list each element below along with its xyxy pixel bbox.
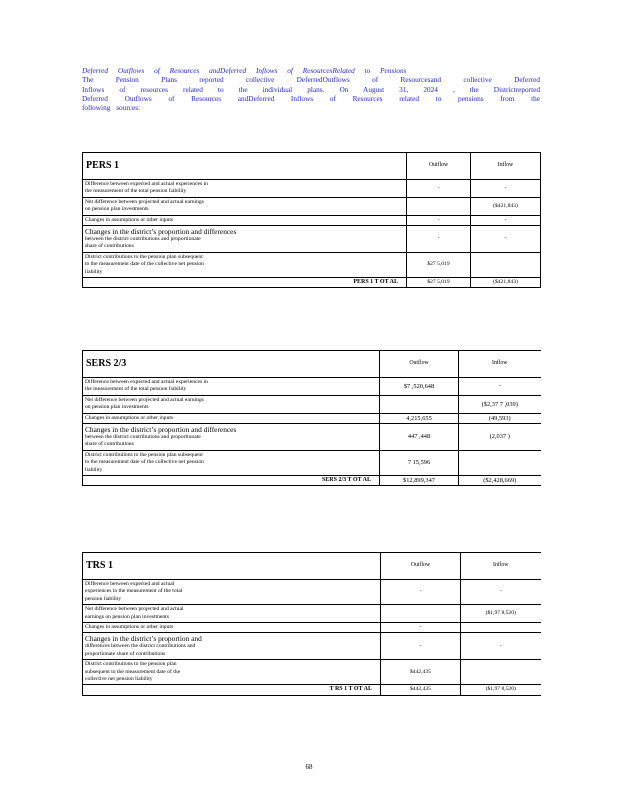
- inflow-cell: [471, 252, 541, 277]
- table-title: TRS 1: [83, 553, 381, 580]
- intro-line: Inflows of resources related to the individual plans. On August 31, 2024 , the Districtreported: [82, 84, 540, 94]
- inflow-cell: -: [461, 580, 541, 605]
- intro-line: Deferred Outflows of Resources andDeferred Inflows of Resources related to pensions from the: [82, 93, 540, 103]
- row-label: Difference between expected and actual experiences in the measurement of the total pension liability: [83, 580, 381, 605]
- outflow-cell: -: [381, 633, 461, 660]
- inflow-cell: (2,037 ): [459, 424, 541, 451]
- outflow-cell: 447 ,448: [380, 424, 459, 451]
- total-row: [83, 278, 541, 288]
- total-outflow: $12,899,347: [380, 476, 459, 486]
- outflow-cell: -: [407, 180, 471, 198]
- intro-line: The Pension Plans reported collective DeferredOutflows of Resourcesand collective Deferred: [82, 75, 540, 85]
- inflow-cell: [461, 623, 541, 633]
- inflow-cell: [461, 660, 541, 685]
- inflow-cell: -: [461, 633, 541, 660]
- total-row: [83, 476, 541, 486]
- table-header-row: [83, 153, 541, 180]
- inflow-cell: ($421,843): [471, 197, 541, 215]
- total-label: T RS 1 T OT AL: [83, 685, 381, 695]
- row-label: Changes in assumptions or other inputs: [83, 413, 380, 423]
- row-label: Changes in the district’s proportion and differences between the district contributions and proportionate share of contributions: [83, 633, 381, 660]
- table-row: [83, 413, 541, 423]
- table-row: [83, 450, 541, 475]
- row-label: Difference between expected and actual experiences in the measurement of the total pension liability: [83, 180, 407, 198]
- table-header-row: [83, 553, 541, 580]
- row-label: District contributions to the pension plan subsequent to the measurement date of the collective net pension liability: [83, 252, 407, 277]
- inflow-cell: -: [459, 378, 541, 396]
- outflow-cell: [381, 605, 461, 623]
- total-outflow: $27 5,019: [407, 278, 471, 288]
- outflow-cell: $27 5,019: [407, 252, 471, 277]
- table-header-row: [83, 351, 541, 378]
- table-row: [83, 660, 541, 685]
- outflow-cell: $7 ,520,648: [380, 378, 459, 396]
- table-row: [83, 180, 541, 198]
- trs1-table: [82, 552, 541, 696]
- inflow-header: Inflow: [459, 351, 541, 378]
- outflow-header: Outflow: [407, 153, 471, 180]
- outflow-header: Outflow: [381, 553, 461, 580]
- row-label: Changes in the district’s proportion and differences between the district contributions and proportionate share of contributions: [83, 424, 380, 451]
- total-label: PERS 1 T OT AL: [83, 278, 407, 288]
- inflow-cell: -: [471, 226, 541, 253]
- outflow-cell: 7 15,596: [380, 450, 459, 475]
- row-label: Net difference between projected and actual earnings on pension plan investments: [83, 395, 380, 413]
- total-row: [83, 685, 541, 695]
- inflow-header: Inflow: [471, 153, 541, 180]
- table-row: [83, 197, 541, 215]
- outflow-cell: 4,215,655: [380, 413, 459, 423]
- table-row: [83, 378, 541, 396]
- inflow-cell: (49,593): [459, 413, 541, 423]
- intro-section: [82, 66, 540, 112]
- inflow-cell: ($1,97 8,520): [461, 605, 541, 623]
- row-label: Difference between expected and actual experiences in the measurement of the total pension liability: [83, 378, 380, 396]
- total-inflow: ($2,428,669): [459, 476, 541, 486]
- table-row: [83, 605, 541, 623]
- outflow-cell: [407, 197, 471, 215]
- row-label: Changes in assumptions or other inputs: [83, 623, 381, 633]
- table-row: [83, 395, 541, 413]
- pers1-table: [82, 152, 541, 288]
- row-label: Changes in assumptions or other inputs: [83, 215, 407, 225]
- total-inflow: ($1,97 8,520): [461, 685, 541, 695]
- outflow-cell: -: [381, 623, 461, 633]
- table-row: [83, 580, 541, 605]
- row-label: District contributions to the pension plan subsequent to the measurement date of the collective net pension liability: [83, 660, 381, 685]
- section-heading: Deferred Outflows of Resources andDeferred Inflows of ResourcesRelated to Pensions: [82, 66, 407, 75]
- outflow-cell: -: [381, 580, 461, 605]
- page-number: 68: [305, 763, 313, 771]
- inflow-cell: [459, 450, 541, 475]
- table-row: [83, 633, 541, 660]
- table-title: SERS 2/3: [83, 351, 380, 378]
- table-row: [83, 215, 541, 225]
- outflow-cell: [380, 395, 459, 413]
- table-row: [83, 252, 541, 277]
- outflow-header: Outflow: [380, 351, 459, 378]
- row-label: Changes in the district’s proportion and differences between the district contributions and proportionate share of contributions: [83, 226, 407, 253]
- intro-line: following sources:: [82, 103, 141, 113]
- outflow-cell: -: [407, 226, 471, 253]
- outflow-cell: $442,435: [381, 660, 461, 685]
- table-title: PERS 1: [83, 153, 407, 180]
- row-label: Net difference between projected and actual earnings on pension plan investments: [83, 197, 407, 215]
- sers23-table: [82, 350, 541, 486]
- inflow-cell: -: [471, 180, 541, 198]
- inflow-header: Inflow: [461, 553, 541, 580]
- total-outflow: $442,435: [381, 685, 461, 695]
- total-label: SERS 2/3 T OT AL: [83, 476, 380, 486]
- table-row: [83, 623, 541, 633]
- total-inflow: ($421,843): [471, 278, 541, 288]
- table-row: [83, 226, 541, 253]
- outflow-cell: -: [407, 215, 471, 225]
- row-label: District contributions to the pension plan subsequent to the measurement date of the collective net pension liability: [83, 450, 380, 475]
- inflow-cell: ($2,37 7 ,039): [459, 395, 541, 413]
- table-row: [83, 424, 541, 451]
- inflow-cell: -: [471, 215, 541, 225]
- row-label: Net difference between projected and actual earnings on pension plan investments: [83, 605, 381, 623]
